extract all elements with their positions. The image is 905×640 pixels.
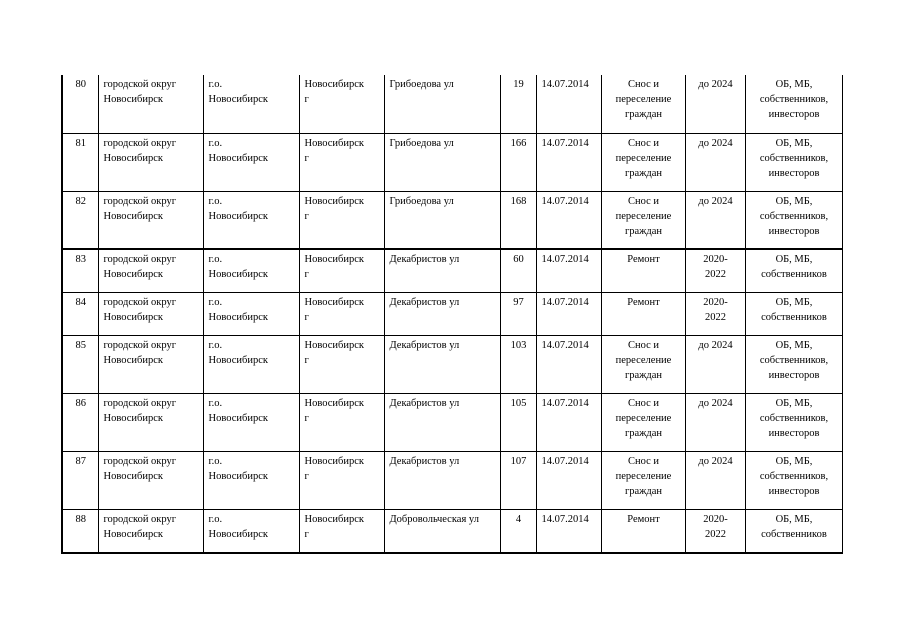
term-cell-line: 2022 [705,269,726,280]
funding-cell-line: инвесторов [768,167,820,179]
district-cell-line: Новосибирск [103,152,163,164]
table-row [62,75,842,133]
action-cell-line: граждан [624,109,663,120]
municipality-cell [203,133,299,191]
funding-cell-line: инвесторов [768,427,820,439]
municipality-cell-line: г.о. [208,513,223,525]
row-number-cell: 80 [62,75,98,133]
funding-cell-line: ОБ, МБ, [775,79,813,90]
municipality-cell-line: Новосибирск [208,210,268,222]
street-cell: Декабристов ул [384,335,500,393]
funding-cell [745,292,842,335]
term-cell [685,133,745,191]
term-cell [685,292,745,335]
district-cell-line: Новосибирск [103,528,163,540]
city-cell-line: г [304,354,309,366]
city-cell-line: г [304,528,309,540]
house-number-cell: 19 [500,75,536,133]
district-cell-line: Новосибирск [103,412,163,424]
municipality-cell-line: Новосибирск [208,528,268,540]
funding-cell [745,75,842,133]
street-cell: Декабристов ул [384,451,500,509]
city-cell-line: Новосибирск [304,195,364,207]
funding-cell-line: инвесторов [768,369,820,381]
term-cell-line: 2020- [703,254,728,265]
action-cell-line: Снос и [627,455,660,467]
term-cell [685,75,745,133]
funding-cell-line: собственников, [759,412,829,424]
municipality-cell [203,191,299,249]
district-cell [98,133,203,191]
district-cell-line: Новосибирск [103,94,163,105]
funding-cell-line: собственников [761,269,827,280]
district-cell [98,335,203,393]
city-cell [299,292,384,335]
house-number-cell: 168 [500,191,536,249]
table-row [62,509,842,553]
term-cell-line: до 2024 [698,79,733,90]
action-cell-line: Снос и [627,137,660,149]
municipality-cell [203,451,299,509]
funding-cell [745,335,842,393]
municipality-cell-line: Новосибирск [208,412,268,424]
funding-cell-line: инвесторов [768,109,820,120]
table-row [62,292,842,335]
action-cell-line: переселение [615,470,672,482]
funding-cell-line: ОБ, МБ, [775,513,813,525]
action-cell-line: переселение [615,152,672,164]
housing-program-table [61,75,843,554]
action-cell-line: граждан [624,167,663,179]
city-cell-line: г [304,94,309,105]
house-number-cell: 107 [500,451,536,509]
street-cell: Декабристов ул [384,249,500,292]
date-cell: 14.07.2014 [536,292,601,335]
funding-cell [745,509,842,553]
action-cell [601,191,685,249]
street-cell: Грибоедова ул [384,191,500,249]
action-cell [601,292,685,335]
term-cell [685,191,745,249]
municipality-cell-line: г.о. [208,339,223,351]
action-cell-line: переселение [615,354,672,366]
city-cell [299,75,384,133]
city-cell-line: г [304,311,309,323]
term-cell-line: 2020- [703,513,728,525]
district-cell-line: городской округ [103,296,177,308]
district-cell [98,451,203,509]
table-row [62,191,842,249]
action-cell-line: граждан [624,369,663,381]
district-cell-line: Новосибирск [103,269,163,280]
term-cell [685,509,745,553]
action-cell-line: Снос и [627,397,660,409]
city-cell-line: г [304,152,309,164]
city-cell-line: г [304,412,309,424]
district-cell-line: городской округ [103,339,177,351]
house-number-cell: 166 [500,133,536,191]
date-cell: 14.07.2014 [536,191,601,249]
city-cell-line: Новосибирск [304,455,364,467]
action-cell-line: Снос и [627,339,660,351]
funding-cell [745,393,842,451]
row-number-cell: 88 [62,509,98,553]
table-row [62,451,842,509]
municipality-cell-line: Новосибирск [208,354,268,366]
date-cell: 14.07.2014 [536,393,601,451]
district-cell [98,249,203,292]
funding-cell-line: ОБ, МБ, [775,455,813,467]
funding-cell-line: инвесторов [768,225,820,237]
funding-cell [745,249,842,292]
action-cell [601,451,685,509]
term-cell-line: до 2024 [698,137,733,149]
row-number-cell: 84 [62,292,98,335]
row-number-cell: 87 [62,451,98,509]
action-cell-line: Ремонт [627,513,660,525]
term-cell [685,451,745,509]
city-cell [299,191,384,249]
funding-cell-line: собственников, [759,354,829,366]
date-cell: 14.07.2014 [536,75,601,133]
action-cell-line: Ремонт [627,296,660,308]
term-cell [685,249,745,292]
district-cell-line: городской округ [103,513,177,525]
street-cell: Декабристов ул [384,292,500,335]
term-cell-line: до 2024 [698,339,733,351]
district-cell-line: городской округ [103,79,177,90]
row-number-cell: 85 [62,335,98,393]
date-cell: 14.07.2014 [536,509,601,553]
funding-cell-line: инвесторов [768,485,820,497]
city-cell-line: Новосибирск [304,137,364,149]
row-number-cell: 81 [62,133,98,191]
action-cell [601,75,685,133]
action-cell [601,509,685,553]
district-cell [98,393,203,451]
action-cell-line: переселение [615,210,672,222]
funding-cell [745,133,842,191]
table-row [62,249,842,292]
city-cell-line: г [304,269,309,280]
street-cell: Грибоедова ул [384,75,500,133]
house-number-cell: 97 [500,292,536,335]
municipality-cell-line: Новосибирск [208,152,268,164]
district-cell-line: Новосибирск [103,354,163,366]
funding-cell-line: собственников, [759,470,829,482]
city-cell [299,509,384,553]
funding-cell-line: собственников, [759,94,829,105]
municipality-cell [203,509,299,553]
district-cell [98,509,203,553]
row-number-cell: 82 [62,191,98,249]
funding-cell-line: ОБ, МБ, [775,137,813,149]
municipality-cell [203,335,299,393]
action-cell-line: переселение [615,94,672,105]
district-cell-line: городской округ [103,254,177,265]
city-cell [299,335,384,393]
funding-cell-line: ОБ, МБ, [775,296,813,308]
term-cell [685,393,745,451]
municipality-cell-line: г.о. [208,254,223,265]
district-cell [98,75,203,133]
funding-cell-line: собственников [761,311,827,323]
date-cell: 14.07.2014 [536,133,601,191]
district-cell-line: городской округ [103,195,177,207]
municipality-cell-line: г.о. [208,79,223,90]
street-cell: Грибоедова ул [384,133,500,191]
house-number-cell: 105 [500,393,536,451]
action-cell [601,335,685,393]
house-number-cell: 4 [500,509,536,553]
funding-cell-line: ОБ, МБ, [775,397,813,409]
municipality-cell-line: Новосибирск [208,269,268,280]
municipality-cell [203,249,299,292]
term-cell [685,335,745,393]
funding-cell-line: собственников, [759,210,829,222]
action-cell-line: граждан [624,225,663,237]
municipality-cell-line: Новосибирск [208,470,268,482]
term-cell-line: 2022 [705,311,726,323]
row-number-cell: 86 [62,393,98,451]
municipality-cell-line: г.о. [208,455,223,467]
term-cell-line: до 2024 [698,397,733,409]
funding-cell-line: ОБ, МБ, [775,254,813,265]
district-cell-line: городской округ [103,455,177,467]
district-cell-line: Новосибирск [103,311,163,323]
action-cell-line: переселение [615,412,672,424]
funding-cell-line: собственников, [759,152,829,164]
funding-cell-line: ОБ, МБ, [775,339,813,351]
municipality-cell-line: г.о. [208,195,223,207]
date-cell: 14.07.2014 [536,451,601,509]
municipality-cell-line: г.о. [208,397,223,409]
table-body [62,75,842,553]
city-cell [299,249,384,292]
action-cell-line: Снос и [627,79,660,90]
term-cell-line: 2022 [705,528,726,540]
district-cell-line: городской округ [103,397,177,409]
municipality-cell [203,292,299,335]
funding-cell [745,451,842,509]
city-cell-line: Новосибирск [304,254,364,265]
action-cell [601,249,685,292]
table-row [62,393,842,451]
city-cell-line: г [304,470,309,482]
house-number-cell: 60 [500,249,536,292]
street-cell: Декабристов ул [384,393,500,451]
municipality-cell [203,75,299,133]
date-cell: 14.07.2014 [536,335,601,393]
term-cell-line: до 2024 [698,455,733,467]
action-cell-line: граждан [624,485,663,497]
funding-cell-line: собственников [761,528,827,540]
action-cell [601,393,685,451]
municipality-cell-line: г.о. [208,137,223,149]
action-cell [601,133,685,191]
action-cell-line: Снос и [627,195,660,207]
city-cell [299,451,384,509]
funding-cell-line: ОБ, МБ, [775,195,813,207]
city-cell-line: Новосибирск [304,79,364,90]
city-cell [299,393,384,451]
city-cell-line: г [304,210,309,222]
municipality-cell [203,393,299,451]
district-cell [98,191,203,249]
city-cell-line: Новосибирск [304,397,364,409]
city-cell [299,133,384,191]
street-cell: Добровольческая ул [384,509,500,553]
action-cell-line: граждан [624,427,663,439]
city-cell-line: Новосибирск [304,296,364,308]
house-number-cell: 103 [500,335,536,393]
district-cell [98,292,203,335]
table-row [62,335,842,393]
city-cell-line: Новосибирск [304,513,364,525]
funding-cell [745,191,842,249]
action-cell-line: Ремонт [627,254,660,265]
district-cell-line: Новосибирск [103,470,163,482]
table-row [62,133,842,191]
district-cell-line: городской округ [103,137,177,149]
municipality-cell-line: Новосибирск [208,94,268,105]
municipality-cell-line: г.о. [208,296,223,308]
city-cell-line: Новосибирск [304,339,364,351]
term-cell-line: до 2024 [698,195,733,207]
row-number-cell: 83 [62,249,98,292]
district-cell-line: Новосибирск [103,210,163,222]
term-cell-line: 2020- [703,296,728,308]
municipality-cell-line: Новосибирск [208,311,268,323]
date-cell: 14.07.2014 [536,249,601,292]
